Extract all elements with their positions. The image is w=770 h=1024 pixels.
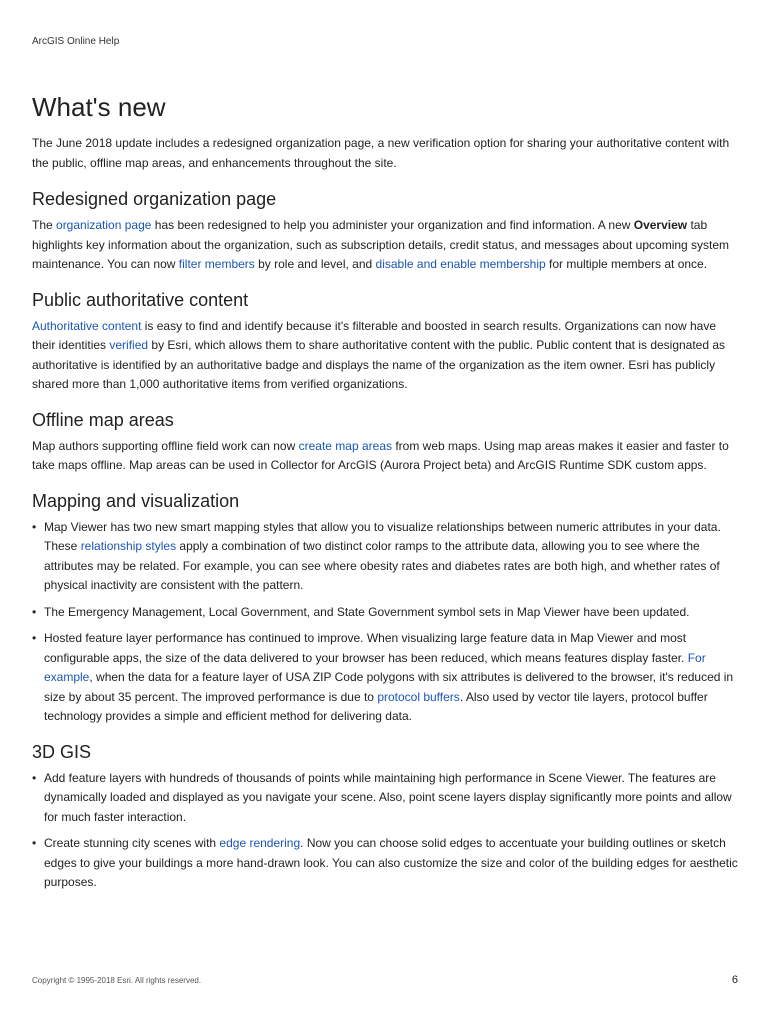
section-paragraph-organization (32, 216, 740, 275)
section-heading-authoritative: Public authoritative content (32, 289, 249, 310)
text: apply a combination of two distinct color ramps to the attribute data, allowing you to see where the attributes may be related. For example, you can see where obesity rates and diabetes rates are both high, and whether rates of physical inactivity are consistent with the pattern. (44, 539, 720, 592)
section-organization (32, 188, 740, 275)
intro-paragraph: The June 2018 update includes a redesigned organization page, a new verification option for sharing your authoritative content with the public, offline map areas, and enhancements throughout the site. (32, 136, 730, 170)
list-item: • The Emergency Management, Local Government, and State Government symbol sets in Map Viewer have been updated. (32, 603, 740, 623)
section-heading-organization: Redesigned organization page (32, 189, 277, 209)
text: is easy to find and identify because it's filterable and boosted in search results. Organizations can now have their identities (32, 318, 717, 352)
text: Hosted feature layer performance has continued to improve. When visualizing large feature data in Map Viewer and most configurable apps, the size of the data delivered to your browser has been reduced, which means features display faster. (44, 631, 688, 665)
page-number: 6 (731, 974, 738, 986)
page-title: What's new (32, 92, 166, 122)
text: Map authors supporting offline field work can now (32, 438, 299, 453)
list-item (32, 629, 740, 727)
text: by Esri, which allows them to share authoritative content with the public. Public content that is designated as authoritative is identified by an authoritative badge and displays the name of the organization as the item owner. Esri has publicly shared more than 1,000 authoritative items from verified organizations. (32, 338, 726, 391)
text: Create stunning city scenes with (44, 836, 220, 850)
gis3d-list (32, 769, 740, 893)
text: has been redesigned to help you administer your organization and find information. A new (151, 218, 634, 232)
text: The (32, 218, 57, 232)
text: tab highlights key information about the organization, such as subscription details, credit status, and messages about upcoming system maintenance. You can now (32, 218, 730, 271)
link-organization-page[interactable]: organization page (56, 218, 152, 232)
link-relationship-styles[interactable]: relationship styles (80, 539, 177, 553)
section-3d-gis (32, 741, 740, 893)
section-mapping (32, 490, 740, 727)
text: . Also used by vector tile layers, protocol buffer technology provides a simple and efficient method for delivering data. (44, 689, 708, 723)
text: by role and level, and (254, 257, 376, 271)
link-verified[interactable]: verified (109, 338, 149, 352)
footer-copyright: Copyright © 1995-2018 Esri. All rights reserved. (32, 976, 202, 985)
link-protocol-buffers[interactable]: protocol buffers (377, 689, 460, 704)
link-edge-rendering[interactable]: edge rendering (219, 836, 301, 850)
text: , when the data for a feature layer of USA ZIP Code polygons with six attributes is delivered to the browser, it's reduced in size by about 35 percent. The improved performance is due to (44, 670, 734, 704)
doc-header: ArcGIS Online Help (32, 36, 120, 47)
text: . Now you can choose solid edges to accentuate your building outlines or sketch edges to give your buildings a more hand-drawn look. You can also customize the size and color of the building edges for aesthetic purposes. (44, 836, 738, 889)
link-filter-members[interactable]: filter members (178, 257, 255, 271)
text: Map Viewer has two new smart mapping styles that allow you to visualize relationships between numeric attributes in your data. These (44, 519, 721, 553)
section-heading-mapping: Mapping and visualization (32, 490, 240, 511)
list-item (32, 834, 740, 893)
link-authoritative-content[interactable]: Authoritative content (32, 318, 142, 333)
list-item: • Add feature layers with hundreds of thousands of points while maintaining high performance in Scene Viewer. The features are dynamically loaded and displayed as you navigate your scene. Also, point scene layers display significantly more points and allow for much faster interaction. (32, 769, 740, 828)
link-disable-enable-membership[interactable]: disable and enable membership (375, 257, 546, 271)
section-authoritative (32, 289, 740, 395)
section-heading-offline: Offline map areas (32, 409, 174, 430)
list-item (32, 518, 740, 596)
link-for-example[interactable]: For example (44, 650, 706, 684)
link-create-map-areas[interactable]: create map areas (298, 438, 392, 453)
section-heading-3d-gis: 3D GIS (32, 741, 92, 762)
text: for multiple members at once. (545, 257, 708, 271)
mapping-list (32, 518, 740, 727)
section-paragraph-authoritative (32, 317, 740, 395)
text: from web maps. Using map areas makes it easier and faster to take maps offline. Map areas can be used in Collector for ArcGIS (Aurora Project beta) and ArcGIS Runtime SDK custom apps. (32, 438, 729, 472)
section-paragraph-offline (32, 437, 740, 476)
section-offline (32, 409, 740, 476)
bold-overview: Overview (633, 218, 688, 232)
page-body (32, 134, 740, 907)
